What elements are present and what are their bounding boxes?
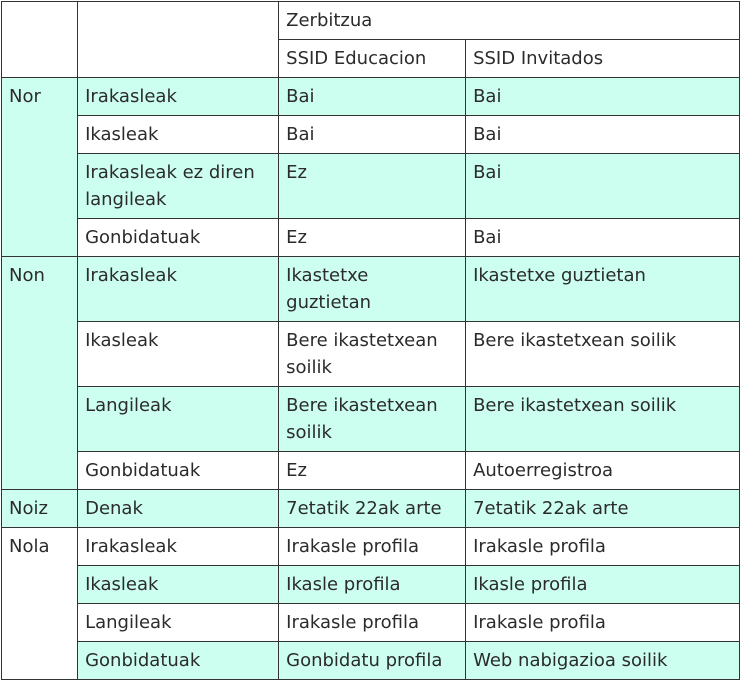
edu-cell: Ikastetxe guztietan: [279, 257, 466, 322]
inv-cell: Autoerregistroa: [466, 452, 740, 490]
table-row: [2, 387, 740, 452]
inv-cell: Bere ikastetxean soilik: [466, 387, 740, 452]
inv-cell: Bai: [466, 154, 740, 219]
edu-cell: 7etatik 22ak arte: [279, 490, 466, 528]
group-label-noiz: Noiz: [2, 490, 78, 528]
edu-cell: Irakasle profila: [279, 604, 466, 642]
header-ssid-invitados: SSID Invitados: [466, 40, 740, 78]
group-label-non: Non: [2, 257, 78, 490]
inv-cell: Bere ikastetxean soilik: [466, 322, 740, 387]
edu-cell: Ez: [279, 219, 466, 257]
edu-cell: Irakasle profila: [279, 528, 466, 566]
header-service-cell: Zerbitzua: [279, 2, 740, 40]
edu-cell: Ez: [279, 154, 466, 219]
who-cell: Gonbidatuak: [78, 219, 279, 257]
table-row: [2, 154, 740, 219]
table-row: [2, 116, 740, 154]
edu-cell: Bere ikastetxean soilik: [279, 322, 466, 387]
edu-cell: Ikasle profila: [279, 566, 466, 604]
inv-cell: Bai: [466, 219, 740, 257]
inv-cell: 7etatik 22ak arte: [466, 490, 740, 528]
who-cell: Gonbidatuak: [78, 452, 279, 490]
edu-cell: Gonbidatu profila: [279, 642, 466, 680]
who-cell: Irakasleak: [78, 257, 279, 322]
table-row: [2, 219, 740, 257]
inv-cell: Ikasle profila: [466, 566, 740, 604]
table-row: [2, 322, 740, 387]
header-row-service: [2, 2, 740, 40]
table-row: [2, 604, 740, 642]
who-cell: Ikasleak: [78, 322, 279, 387]
table-row: [2, 566, 740, 604]
who-cell: Ikasleak: [78, 116, 279, 154]
edu-cell: Ez: [279, 452, 466, 490]
header-ssid-educacion: SSID Educacion: [279, 40, 466, 78]
group-label-nor: Nor: [2, 78, 78, 257]
who-cell: Irakasleak: [78, 528, 279, 566]
header-corner-cell: [2, 2, 78, 78]
edu-cell: Bere ikastetxean soilik: [279, 387, 466, 452]
inv-cell: Ikastetxe guztietan: [466, 257, 740, 322]
table-row: [2, 490, 740, 528]
edu-cell: Bai: [279, 78, 466, 116]
who-cell: Irakasleak: [78, 78, 279, 116]
group-label-nola: Nola: [2, 528, 78, 680]
inv-cell: Web nabigazioa soilik: [466, 642, 740, 680]
inv-cell: Bai: [466, 78, 740, 116]
header-empty-cell: [78, 2, 279, 78]
who-cell: Ikasleak: [78, 566, 279, 604]
inv-cell: Irakasle profila: [466, 528, 740, 566]
table-row: [2, 452, 740, 490]
who-cell: Langileak: [78, 604, 279, 642]
who-cell: Irakasleak ez diren langileak: [78, 154, 279, 219]
table-row: [2, 528, 740, 566]
edu-cell: Bai: [279, 116, 466, 154]
inv-cell: Bai: [466, 116, 740, 154]
table-row: [2, 78, 740, 116]
who-cell: Gonbidatuak: [78, 642, 279, 680]
wifi-service-table: [1, 1, 740, 680]
table-row: [2, 642, 740, 680]
inv-cell: Irakasle profila: [466, 604, 740, 642]
who-cell: Denak: [78, 490, 279, 528]
who-cell: Langileak: [78, 387, 279, 452]
table-row: [2, 257, 740, 322]
